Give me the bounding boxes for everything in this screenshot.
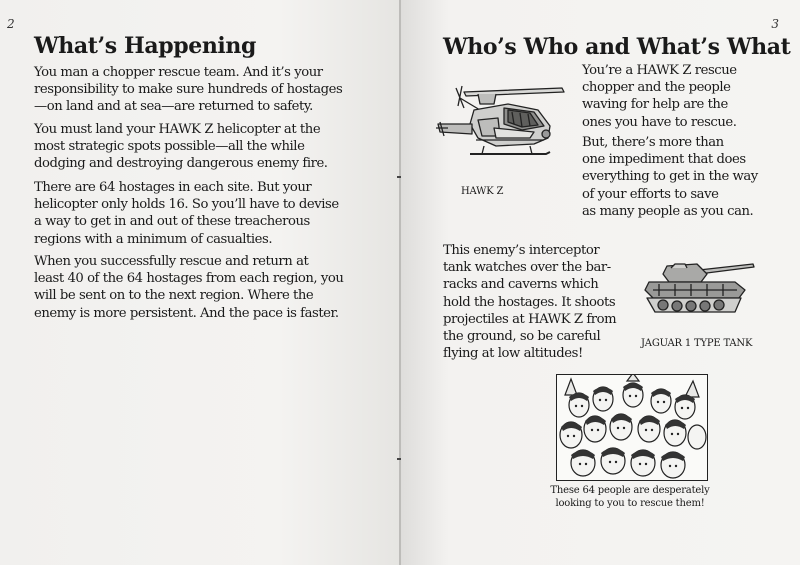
text-line: When you successfully rescue and return at bbox=[34, 254, 309, 269]
right-heading: Who’s Who and What’s What bbox=[443, 34, 791, 60]
paragraph-hostages bbox=[34, 179, 339, 248]
paragraph-landing bbox=[34, 121, 328, 173]
text-line: projectiles at HAWK Z from bbox=[443, 311, 617, 327]
hostages-caption bbox=[505, 484, 755, 510]
text-line: But, there’s more than bbox=[582, 135, 724, 150]
hostages-crowd-image bbox=[557, 375, 707, 480]
text-line: dodging and destroying dangerous enemy fire. bbox=[34, 156, 328, 172]
hostages-illustration bbox=[556, 374, 708, 481]
hawk-z-caption: HAWK Z bbox=[461, 186, 504, 197]
paragraph-intro bbox=[34, 64, 342, 116]
text-line: the ground, so be careful bbox=[443, 329, 601, 345]
hawk-z-helicopter-illustration bbox=[434, 80, 574, 175]
tank-description bbox=[443, 242, 616, 362]
text-line: —on land and at sea—are returned to safety. bbox=[34, 99, 313, 115]
text-line: everything to get in the way bbox=[582, 169, 758, 185]
text-line: least 40 of the 64 hostages from each region, you bbox=[34, 271, 344, 287]
text-line: hold the hostages. It shoots bbox=[443, 294, 616, 310]
text-line: You man a chopper rescue team. And it’s your bbox=[34, 65, 323, 80]
impediment-description bbox=[582, 134, 758, 220]
paragraph-regions bbox=[34, 253, 343, 322]
text-line: racks and caverns which bbox=[443, 277, 599, 293]
text-line: chopper and the people bbox=[582, 80, 731, 96]
left-page bbox=[0, 0, 399, 565]
text-line: helicopter only holds 16. So you’ll have to devise bbox=[34, 197, 339, 213]
left-heading: What’s Happening bbox=[34, 33, 256, 59]
text-line: as many people as you can. bbox=[582, 203, 754, 219]
text-line: You’re a HAWK Z rescue bbox=[582, 63, 737, 78]
page-number-left: 2 bbox=[7, 17, 15, 31]
text-line: a way to get in and out of these treacherous bbox=[34, 214, 310, 230]
text-line: regions with a minimum of casualties. bbox=[34, 231, 273, 247]
text-line: flying at low altitudes! bbox=[443, 346, 583, 362]
text-line: You must land your HAWK Z helicopter at the bbox=[34, 122, 321, 137]
right-page bbox=[401, 0, 800, 565]
jaguar-tank-illustration bbox=[641, 252, 761, 322]
caption-line: looking to you to rescue them! bbox=[555, 498, 705, 509]
tank-caption: JAGUAR 1 TYPE TANK bbox=[641, 338, 753, 349]
text-line: This enemy’s interceptor bbox=[443, 243, 600, 258]
text-line: of your efforts to save bbox=[582, 186, 719, 202]
text-line: tank watches over the bar- bbox=[443, 260, 611, 276]
chopper-description bbox=[582, 62, 737, 131]
caption-line: These 64 people are desperately bbox=[550, 485, 710, 496]
text-line: responsibility to make sure hundreds of hostages bbox=[34, 82, 343, 98]
text-line: enemy is more persistent. And the pace is faster. bbox=[34, 305, 339, 321]
text-line: most strategic spots possible—all the while bbox=[34, 139, 305, 155]
text-line: one impediment that does bbox=[582, 152, 746, 168]
text-line: will be sent on to the next region. Where the bbox=[34, 288, 314, 304]
text-line: ones you have to rescue. bbox=[582, 114, 737, 130]
text-line: waving for help are the bbox=[582, 97, 728, 113]
text-line: There are 64 hostages in each site. But your bbox=[34, 180, 312, 195]
page-number-right: 3 bbox=[771, 17, 779, 31]
